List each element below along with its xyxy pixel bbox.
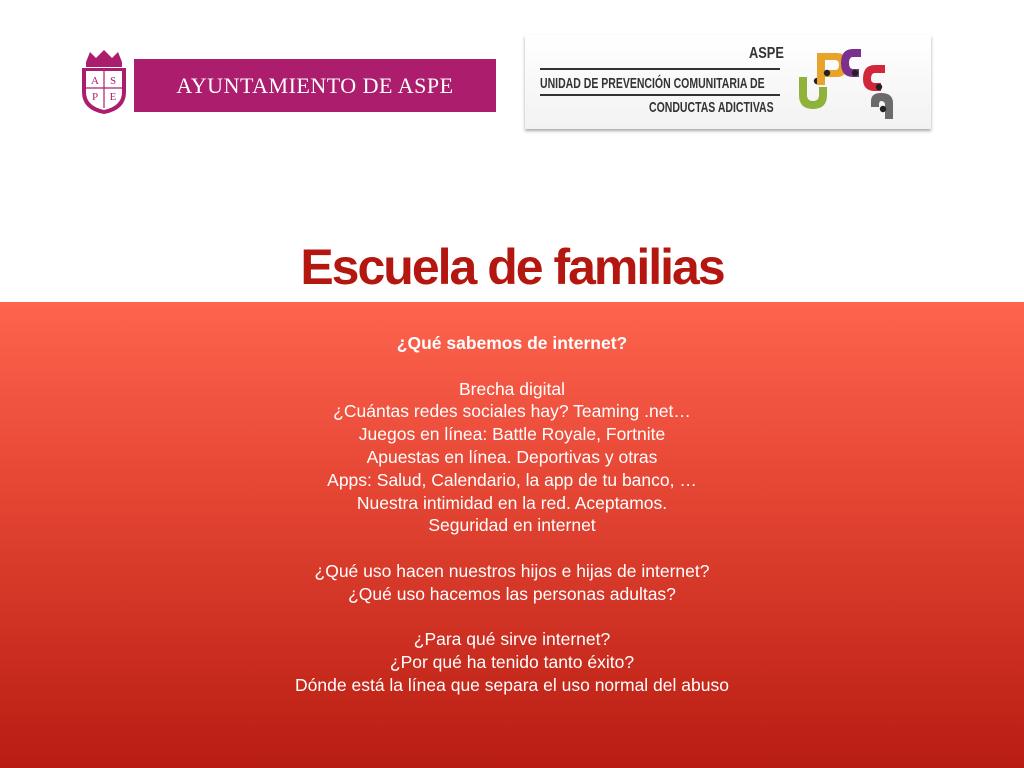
- spacer: [0, 537, 1024, 560]
- upcca-logo-line1: UNIDAD DE PREVENCIÓN COMUNITARIA DE: [540, 75, 765, 92]
- upcca-logo-line2: CONDUCTAS ADICTIVAS: [649, 99, 774, 116]
- question-item: ¿Por qué ha tenido tanto éxito?: [389, 652, 635, 673]
- upcca-letters-graphic: [793, 43, 903, 125]
- content-panel: [0, 302, 1024, 768]
- topic-item: Seguridad en internet: [428, 515, 596, 536]
- upcca-logo: [525, 35, 931, 129]
- topic-item: Juegos en línea: Battle Royale, Fortnite: [358, 424, 666, 445]
- topic-item: Nuestra intimidad en la red. Aceptamos.: [356, 492, 668, 513]
- question-item: ¿Para qué sirve internet?: [413, 629, 611, 650]
- ayuntamiento-logo-banner: [134, 59, 496, 112]
- ayuntamiento-logo-text: AYUNTAMIENTO DE ASPE: [176, 72, 454, 98]
- upcca-logo-rule-middle: [540, 94, 780, 96]
- question-item: ¿Qué uso hacemos las personas adultas?: [348, 583, 676, 604]
- content-text-block: [0, 332, 1024, 697]
- topic-item: Apuestas en línea. Deportivas y otras: [366, 446, 658, 467]
- spacer: [0, 606, 1024, 629]
- slide-header: [0, 0, 1024, 300]
- crest-letter-a: A: [91, 75, 99, 87]
- crest-letter-e: E: [109, 91, 117, 103]
- crest-letter-p: P: [91, 91, 99, 103]
- upcca-logo-aspe: ASPE: [749, 45, 784, 62]
- section-heading: ¿Qué sabemos de internet?: [396, 333, 628, 353]
- question-item: ¿Qué uso hacen nuestros hijos e hijas de internet?: [314, 560, 710, 581]
- question-item: Dónde está la línea que separa el uso normal del abuso: [295, 674, 729, 695]
- slide-title: Escuela de familias: [300, 239, 724, 295]
- topic-item: ¿Cuántas redes sociales hay? Teaming .net…: [333, 401, 691, 422]
- topic-item: Brecha digital: [458, 378, 566, 399]
- spacer: [0, 355, 1024, 378]
- upcca-logo-rule-top: [540, 68, 780, 70]
- ayuntamiento-crest-logo: [78, 48, 130, 116]
- topic-item: Apps: Salud, Calendario, la app de tu banco, …: [327, 469, 697, 490]
- crest-letter-s: S: [109, 75, 117, 87]
